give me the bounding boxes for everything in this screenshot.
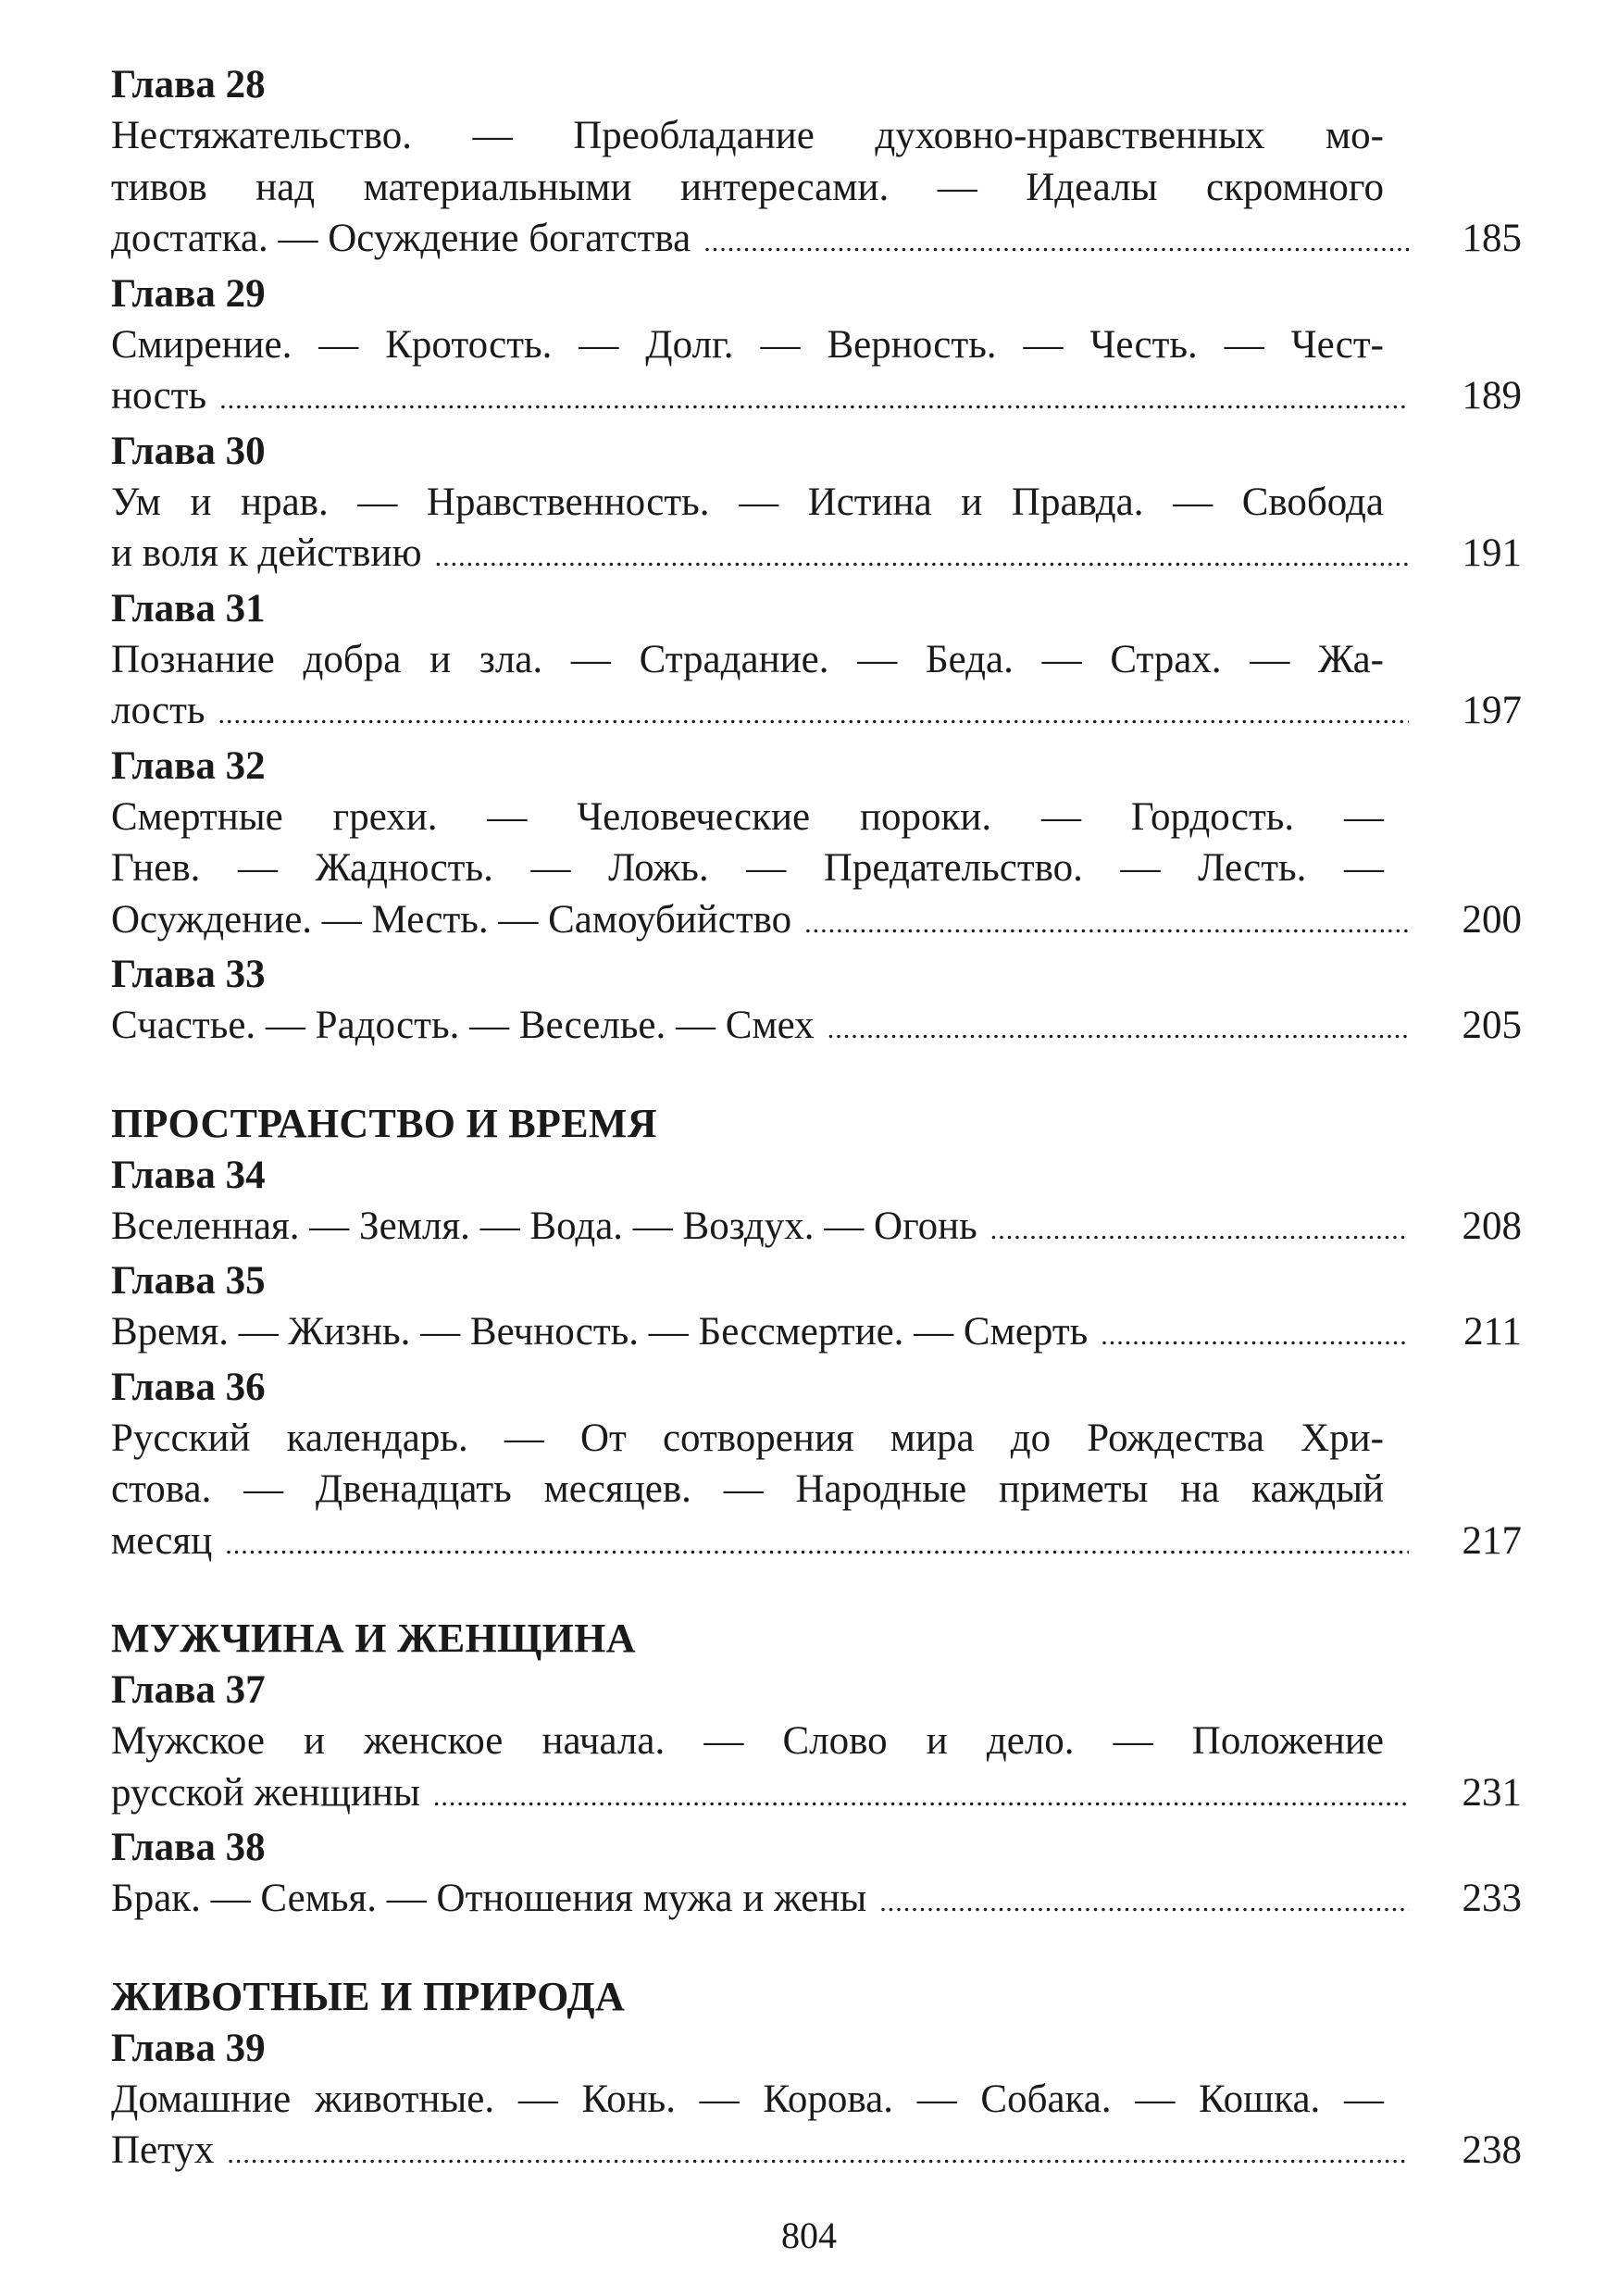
toc-chapter (111, 1150, 1522, 1256)
chapter-description-end: Петух (111, 2128, 215, 2172)
dot-leader (435, 531, 1409, 583)
chapter-description-line: стова. — Двенадцать месяцев. — Народные приметы на каждый (111, 1467, 1384, 1511)
chapter-page-number: 231 (1462, 1770, 1522, 1815)
chapter-entry-line (111, 528, 1522, 583)
toc-section (111, 59, 1522, 1055)
dot-leader (219, 374, 1409, 426)
chapter-label: Глава 32 (111, 743, 266, 788)
chapter-page-number: 238 (1462, 2128, 1522, 2172)
chapter-description-end: Осуждение. — Месть. — Самоубийство (111, 897, 792, 942)
chapter-label: Глава 33 (111, 953, 266, 996)
toc-chapter (111, 268, 1522, 426)
chapter-entry-line (111, 1201, 1522, 1256)
toc-chapter (111, 426, 1522, 583)
chapter-page-number: 200 (1462, 897, 1522, 942)
dot-leader (1101, 1310, 1409, 1362)
chapter-description-line: Домашние животные. — Конь. — Корова. — Собака. — Кошка. — (111, 2077, 1384, 2121)
chapter-label: Глава 31 (111, 586, 266, 630)
chapter-label: Глава 35 (111, 1259, 266, 1303)
toc-chapter (111, 1822, 1522, 1928)
section-title: ПРОСТРАНСТВО И ВРЕМЯ (111, 1100, 657, 1146)
chapter-description-end: достатка. — Осуждение богатства (111, 217, 691, 260)
dot-leader (703, 217, 1409, 268)
chapter-label: Глава 39 (111, 2026, 266, 2070)
chapter-description-line: Нестяжательство. — Преобладание духовно-нравственных мо- (111, 114, 1384, 157)
toc-chapter (111, 1362, 1522, 1571)
chapter-entry-line (111, 213, 1522, 268)
dot-leader (225, 1519, 1409, 1571)
dot-leader (433, 1771, 1409, 1823)
chapter-label: Глава 28 (111, 63, 266, 106)
chapter-entry-line (111, 370, 1522, 426)
table-of-contents (111, 59, 1522, 2180)
chapter-label: Глава 37 (111, 1668, 266, 1712)
chapter-description-line: Гнев. — Жадность. — Ложь. — Предательство. — Лесть. — (111, 846, 1384, 890)
section-title: ЖИВОТНЫЕ И ПРИРОДА (111, 1973, 626, 2019)
page-number: 804 (781, 2215, 837, 2256)
chapter-entry-line (111, 894, 1522, 950)
dot-leader (804, 898, 1409, 950)
chapter-page-number: 189 (1462, 374, 1522, 418)
chapter-description-line: Смертные грехи. — Человеческие пороки. — Гордость. — (111, 794, 1384, 839)
dot-leader (218, 689, 1409, 741)
chapter-label: Глава 36 (111, 1365, 266, 1409)
chapter-description-line: тивов над материальными интересами. — Идеалы скромного (111, 165, 1384, 209)
toc-chapter (111, 2023, 1522, 2180)
chapter-entry-line (111, 2125, 1522, 2180)
chapter-page-number: 197 (1462, 689, 1522, 732)
chapter-label: Глава 34 (111, 1153, 266, 1197)
chapter-description-line: Русский календарь. — От сотворения мира до Рождества Хри- (111, 1416, 1384, 1460)
chapter-description-line: Смирение. — Кротость. — Долг. — Верность. — Честь. — Чест- (111, 322, 1384, 367)
chapter-description-end: Счастье. — Радость. — Веселье. — Смех (111, 1004, 815, 1047)
toc-chapter (111, 59, 1522, 268)
chapter-entry-line (111, 1767, 1522, 1823)
chapter-description-line: Мужское и женское начала. — Слово и дело. — Положение (111, 1719, 1384, 1763)
chapter-page-number: 191 (1462, 531, 1522, 575)
chapter-description-end: Брак. — Семья. — Отношения мужа и жены (111, 1877, 867, 1920)
chapter-page-number: 233 (1462, 1877, 1522, 1920)
chapter-description-end: Время. — Жизнь. — Вечность. — Бессмертие. — Смерть (111, 1310, 1089, 1354)
chapter-label: Глава 30 (111, 429, 266, 473)
chapter-page-number: 208 (1462, 1204, 1522, 1248)
chapter-page-number: 211 (1463, 1310, 1522, 1354)
chapter-page-number: 217 (1462, 1518, 1522, 1563)
dot-leader (879, 1877, 1409, 1928)
toc-chapter (111, 583, 1522, 741)
toc-chapter (111, 949, 1522, 1055)
toc-chapter (111, 1665, 1522, 1822)
dot-leader (990, 1204, 1409, 1256)
toc-chapter (111, 1255, 1522, 1362)
dot-leader (828, 1004, 1409, 1055)
chapter-entry-line (111, 1873, 1522, 1928)
chapter-description-end: лость (111, 689, 205, 732)
chapter-label: Глава 38 (111, 1826, 266, 1869)
chapter-label: Глава 29 (111, 271, 266, 316)
toc-chapter (111, 741, 1522, 950)
toc-section (111, 1613, 1522, 1928)
chapter-description-end: месяц (111, 1518, 213, 1563)
chapter-description-end: Вселенная. — Земля. — Вода. — Воздух. — Огонь (111, 1204, 977, 1248)
toc-section (111, 1971, 1522, 2180)
section-title: МУЖЧИНА И ЖЕНЩИНА (111, 1616, 636, 1661)
chapter-description-line: Ум и нрав. — Нравственность. — Истина и Правда. — Свобода (111, 480, 1384, 524)
chapter-description-line: Познание добра и зла. — Страдание. — Беда. — Страх. — Жа- (111, 637, 1384, 681)
chapter-page-number: 185 (1462, 217, 1522, 260)
chapter-page-number: 205 (1462, 1004, 1522, 1047)
dot-leader (227, 2128, 1409, 2180)
chapter-description-end: русской женщины (111, 1770, 420, 1815)
chapter-entry-line (111, 1306, 1522, 1362)
chapter-entry-line (111, 685, 1522, 741)
chapter-description-end: и воля к действию (111, 531, 422, 575)
chapter-description-end: ность (111, 374, 207, 418)
chapter-entry-line (111, 1000, 1522, 1055)
toc-section (111, 1098, 1522, 1571)
chapter-entry-line (111, 1516, 1522, 1571)
